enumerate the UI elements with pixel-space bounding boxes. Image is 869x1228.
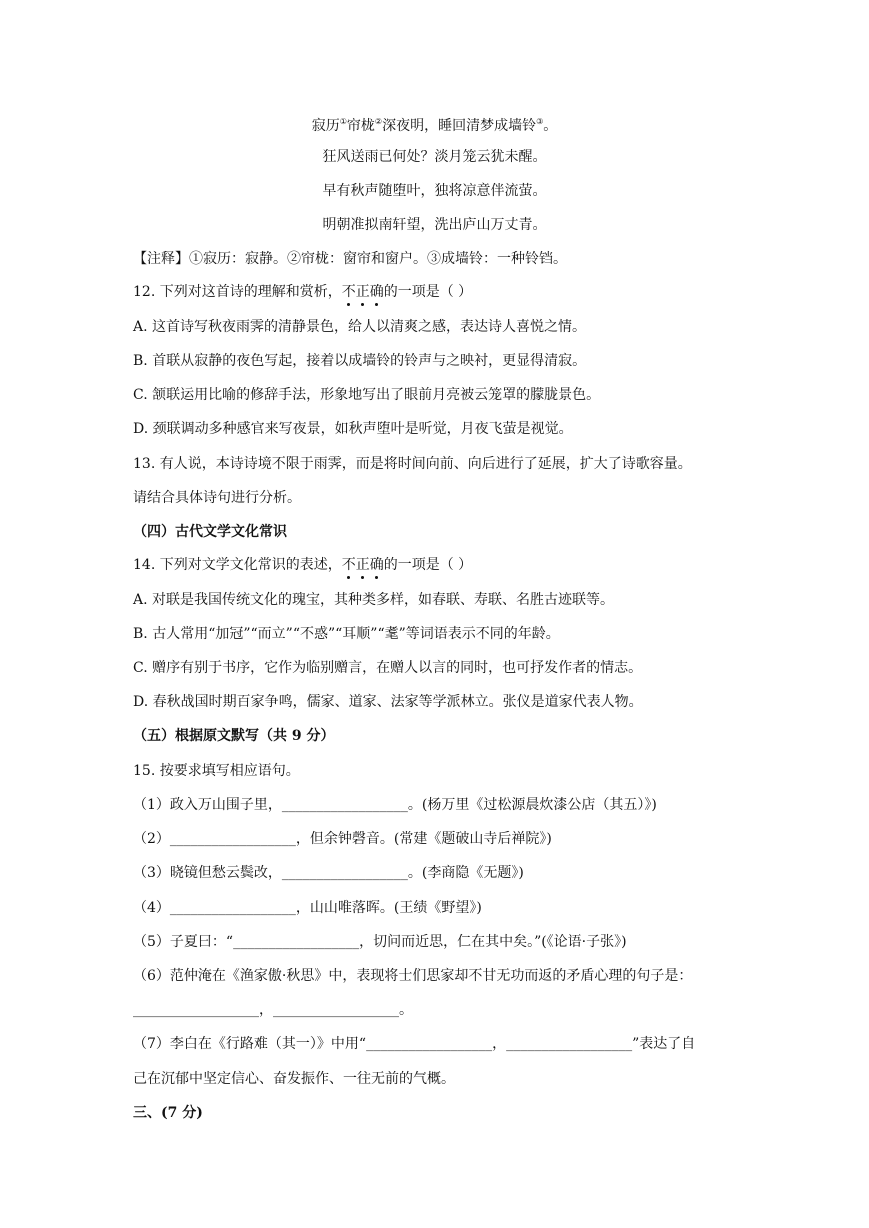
emphasis-char: 不 xyxy=(341,284,356,300)
emphasis-char: 正 xyxy=(355,284,370,300)
poem-line-2: 狂风送雨已何处？淡月笼云犹未醒。 xyxy=(322,149,547,165)
question-12-option-c: C. 颔联运用比喻的修辞手法，形象地写出了眼前月亮被云笼罩的朦胧景色。 xyxy=(133,387,601,403)
question-15-item-6-blanks: __________________，__________________。 xyxy=(133,1002,413,1018)
emphasis-char: 正 xyxy=(355,557,370,573)
question-12-option-d: D. 颈联调动多种感官来写夜景，如秋声堕叶是听觉，月夜飞萤是视觉。 xyxy=(133,421,573,437)
question-15-item-7-cont: 己在沉郁中坚定信心、奋发振作、一往无前的气概。 xyxy=(133,1071,455,1087)
section-5-heading: （五）根据原文默写（共 9 分） xyxy=(133,728,335,744)
question-14-stem-tail: 的一项是（ ） xyxy=(383,557,473,573)
footnote-mark-3: ③ xyxy=(536,117,544,126)
question-12-option-b: B. 首联从寂静的夜色写起，接着以成墙铃的铃声与之映衬，更显得清寂。 xyxy=(133,353,587,369)
section-4-heading: （四）古代文学文化常识 xyxy=(133,524,287,540)
question-14-stem-text: 14. 下列对文学文化常识的表述， xyxy=(133,557,342,573)
poem-line-1-part-c: 深夜明，睡回清梦成墙铃 xyxy=(382,118,537,134)
question-13-line-1: 13. 有人说，本诗诗境不限于雨霁，而是将时间向前、向后进行了延展，扩大了诗歌容量。 xyxy=(133,456,692,472)
question-15-item-2: （2）__________________，但余钟磬音。(常建《题破山寺后禅院》) xyxy=(133,831,552,847)
question-15-item-1: （1）政入万山围子里，__________________。(杨万里《过松源晨炊漆公店（其五）》) xyxy=(133,797,657,813)
poem-line-3: 早有秋声随堕叶，独将凉意伴流萤。 xyxy=(322,183,547,199)
question-14-option-d: D. 春秋战国时期百家争鸣，儒家、道家、法家等学派林立。张仪是道家代表人物。 xyxy=(133,694,643,710)
question-13-line-2: 请结合具体诗句进行分析。 xyxy=(133,490,301,506)
footnote-mark-1: ① xyxy=(339,117,347,126)
emphasis-char: 不 xyxy=(341,557,356,573)
footnote-mark-2: ② xyxy=(374,117,383,126)
emphasis-char: 确 xyxy=(369,284,384,300)
question-12-stem xyxy=(133,282,472,302)
poem-line-1 xyxy=(0,112,869,136)
emphasis-char: 确 xyxy=(369,557,384,573)
question-12-stem-text: 12. 下列对这首诗的理解和赏析， xyxy=(133,284,342,300)
question-14-option-a: A. 对联是我国传统文化的瑰宝，其种类多样，如春联、寿联、名胜古迹联等。 xyxy=(133,592,615,608)
question-12-option-a: A. 这首诗写秋夜雨霁的清静景色，给人以清爽之感，表达诗人喜悦之情。 xyxy=(133,319,587,335)
question-15-item-7: （7）李白在《行路难（其一）》中用“__________________，__________________”表达了自 xyxy=(133,1036,696,1052)
poem-line-1-part-d: 。 xyxy=(543,118,558,134)
question-15-item-3: （3）晓镜但愁云鬓改，__________________。(李商隐《无题》) xyxy=(133,865,524,881)
question-14-stem xyxy=(133,555,472,575)
question-12-stem-tail: 的一项是（ ） xyxy=(383,284,473,300)
section-3-heading: 三、(7 分) xyxy=(133,1105,203,1121)
poem-line-4: 明朝准拟南轩望，洗出庐山万丈青。 xyxy=(322,217,547,233)
annotation: 【注释】①寂历：寂静。②帘栊：窗帘和窗户。③成墙铃：一种铃铛。 xyxy=(133,251,567,267)
poem-line-1-part-a: 寂历 xyxy=(311,118,340,134)
question-14-option-b: B. 古人常用“加冠”“而立”“不惑”“耳顺”“耄”等词语表示不同的年龄。 xyxy=(133,626,560,642)
question-14-option-c: C. 赠序有别于书序，它作为临别赠言，在赠人以言的同时，也可抒发作者的情志。 xyxy=(133,660,643,676)
question-15-item-4: （4）__________________，山山唯落晖。(王绩《野望》) xyxy=(133,900,482,916)
question-15-stem: 15. 按要求填写相应语句。 xyxy=(133,763,300,779)
poem-line-1-part-b: 帘栊 xyxy=(346,118,375,134)
question-15-item-6: （6）范仲淹在《渔家傲·秋思》中，表现将士们思家却不甘无功而返的矛盾心理的句子是： xyxy=(133,968,693,984)
question-15-item-5: （5）子夏曰：“__________________，切问而近思，仁在其中矣。”(《论语·子张》) xyxy=(133,934,627,950)
